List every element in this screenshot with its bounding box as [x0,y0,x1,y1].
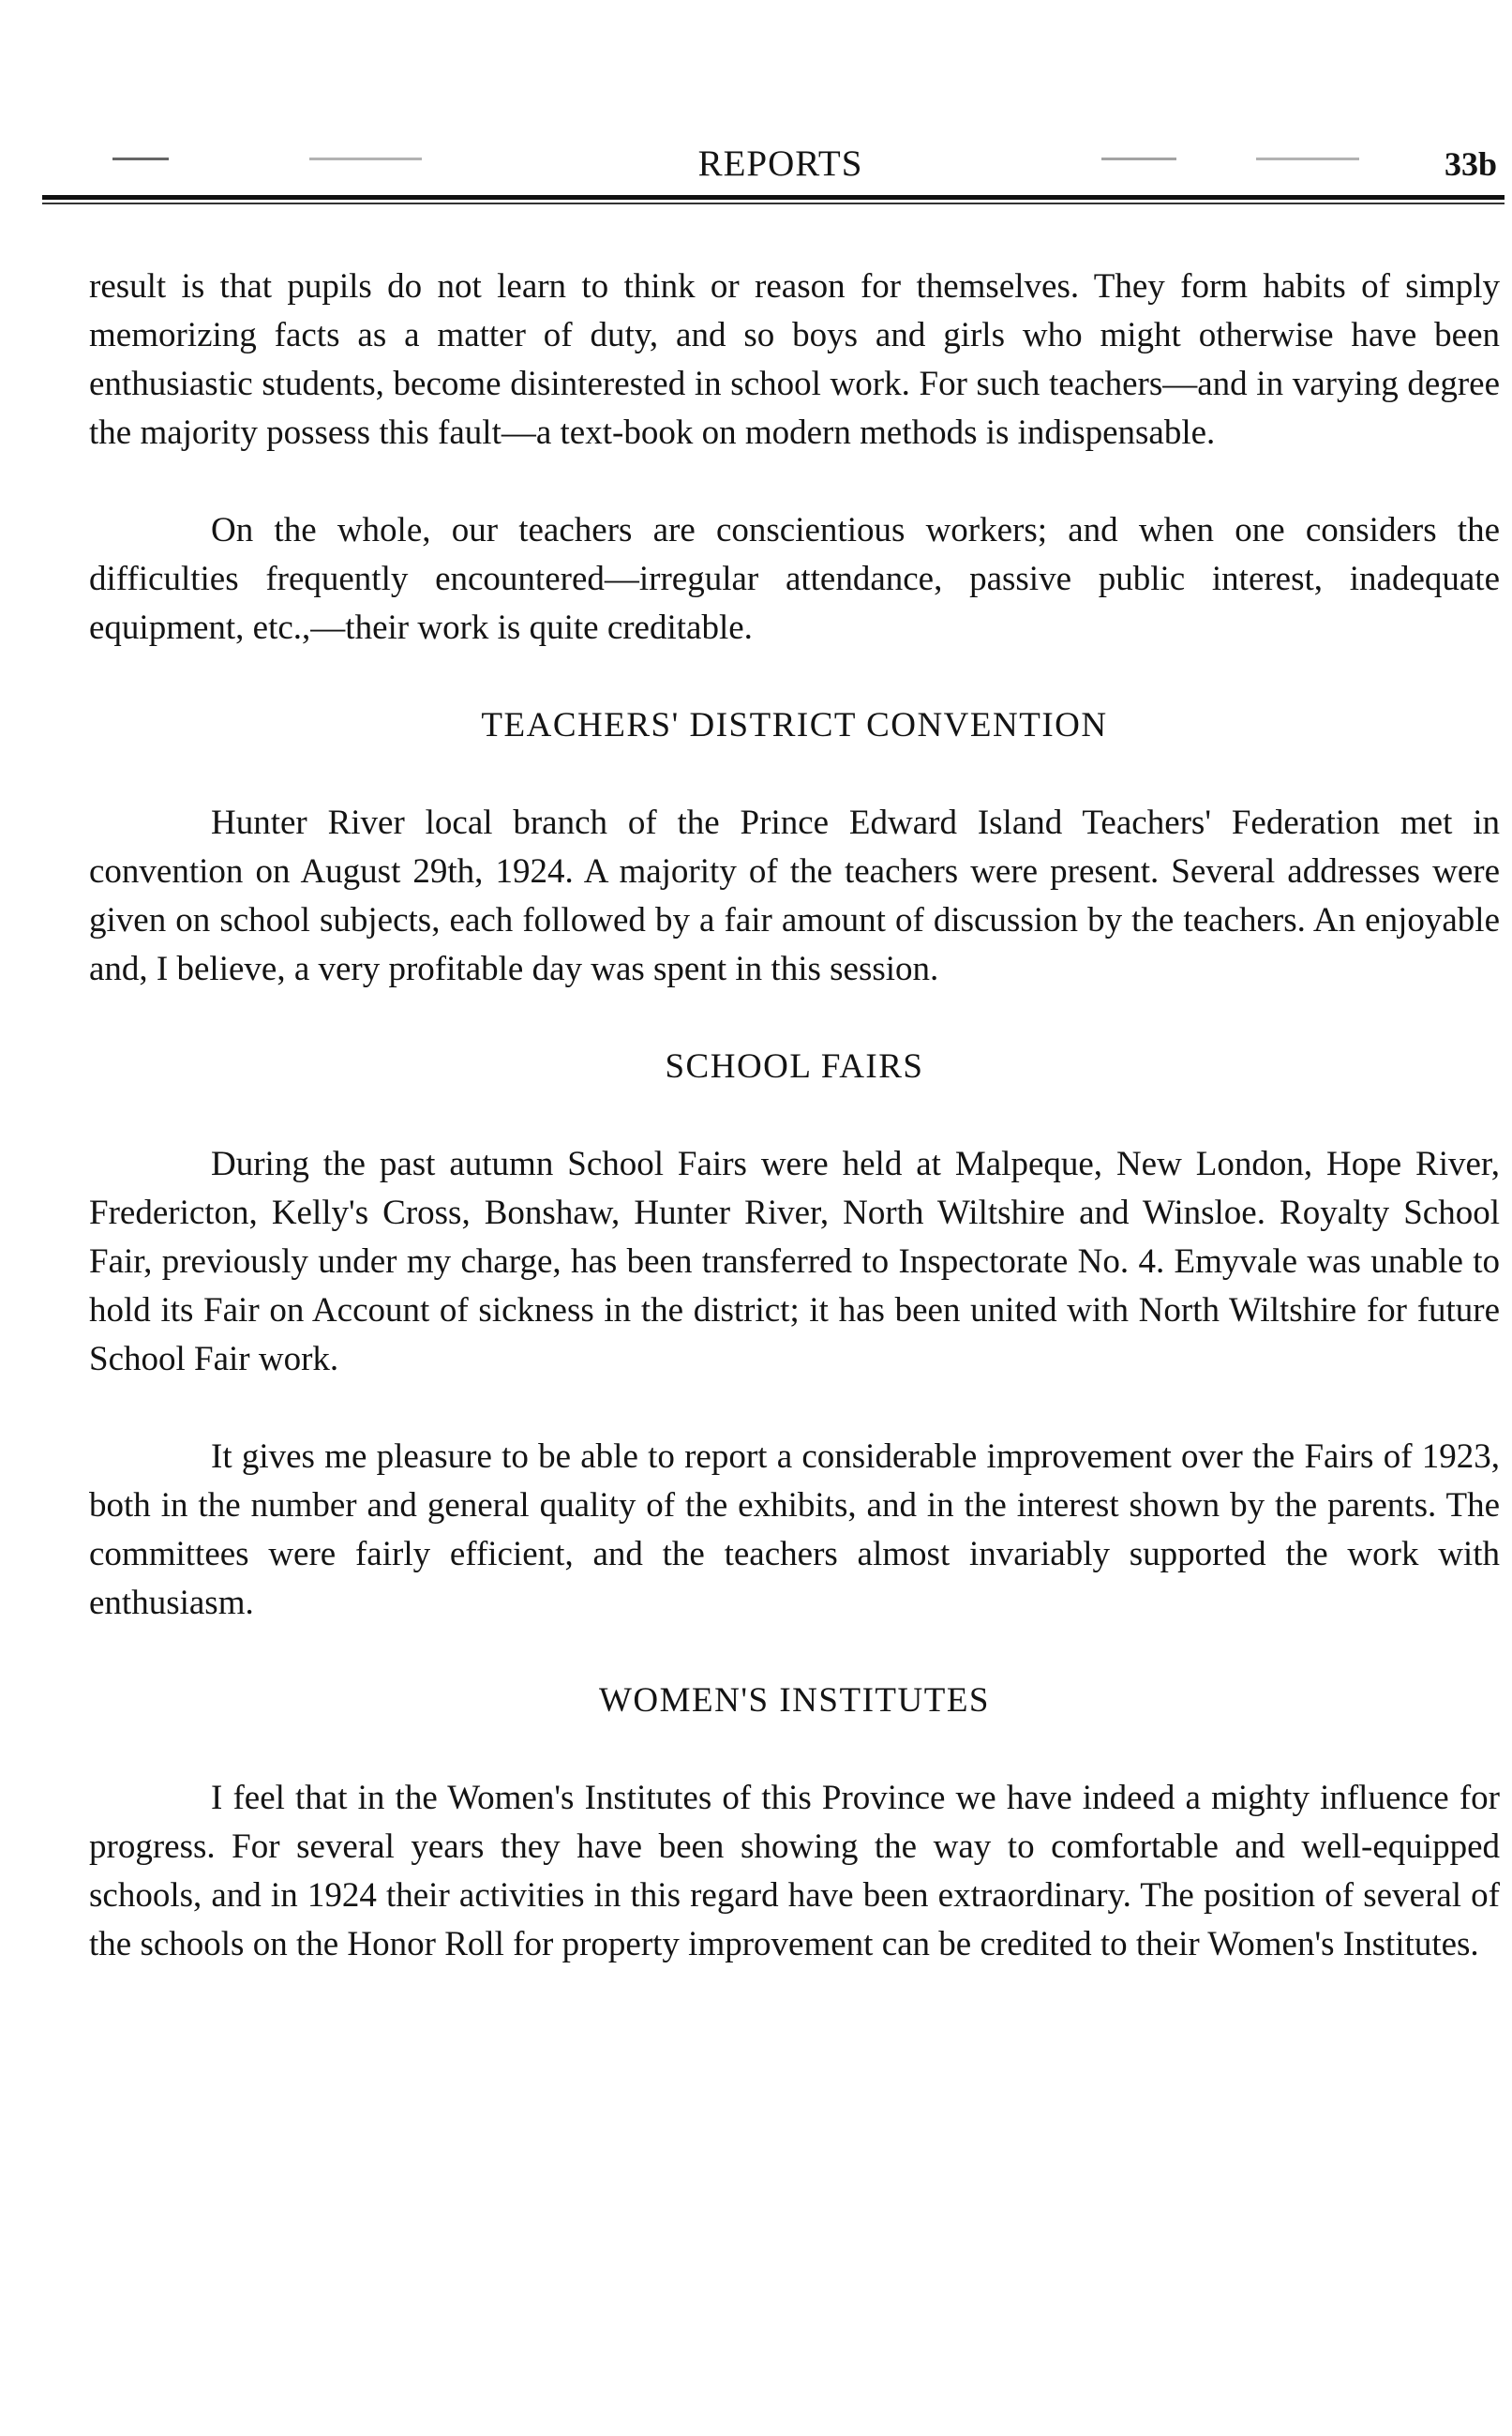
running-title: REPORTS [697,143,863,184]
paragraph-teachers-assessment: On the whole, our teachers are conscientious workers; and when one considers the difficulties frequently encountered—irregular attendance, passive public interest, inadequate equipment, etc.,—their work is quite creditable. [89,511,1500,647]
paragraph-fairs-improvement: It gives me pleasure to be able to report a considerable improvement over the Fairs of 1923, both in the number and general quality of the exhibits, and in the interest shown by the parents. The committees were fairly efficient, and the teachers almost invariably supported the work with enthusiasm. [89,1437,1500,1622]
header-rule-thin [42,203,1505,204]
paragraph-convention: Hunter River local branch of the Prince Edward Island Teachers' Federation met in convention on August 29th, 1924. A majority of the teachers were present. Several addresses were given on school subjects, each followed by a fair amount of discussion by the teachers. An enjoyable and, I believe, a very profitable day was spent in this session. [89,804,1500,988]
paragraph-womens-institutes: I feel that in the Women's Institutes of this Province we have indeed a mighty influence for progress. For several years they have been showing the way to comfortable and well-equipped schools, and in 1924 their activities in this regard have been extraordinary. The position of several of the schools on the Honor Roll for property improvement can be credited to their Women's Institutes. [89,1779,1500,1963]
section-heading-school-fairs: SCHOOL FAIRS [665,1047,924,1086]
section-heading-womens-institutes: WOMEN'S INSTITUTES [599,1681,990,1720]
header-rule [42,195,1505,200]
section-heading-convention: TEACHERS' DISTRICT CONVENTION [481,706,1108,744]
paragraph-continued: result is that pupils do not learn to think or reason for themselves. They form habits of simply memorizing facts as a matter of duty, and so boys and girls who might otherwise have been enthusiastic students, become disinterested in school work. For such teachers—and in varying degree the majority possess this fault—a text-book on modern methods is indispensable. [89,267,1500,452]
paragraph-fairs-locations: During the past autumn School Fairs were held at Malpeque, New London, Hope River, Fredericton, Kelly's Cross, Bonshaw, Hunter River, North Wiltshire and Winsloe. Royalty School Fair, previously under my charge, has been transferred to Inspectorate No. 4. Emyvale was unable to hold its Fair on Account of sickness in the district; it has been united with North Wiltshire for future School Fair work. [89,1145,1500,1378]
page-header [56,131,1505,197]
page-number: 33b [1444,145,1497,183]
page-body [89,263,1500,1969]
